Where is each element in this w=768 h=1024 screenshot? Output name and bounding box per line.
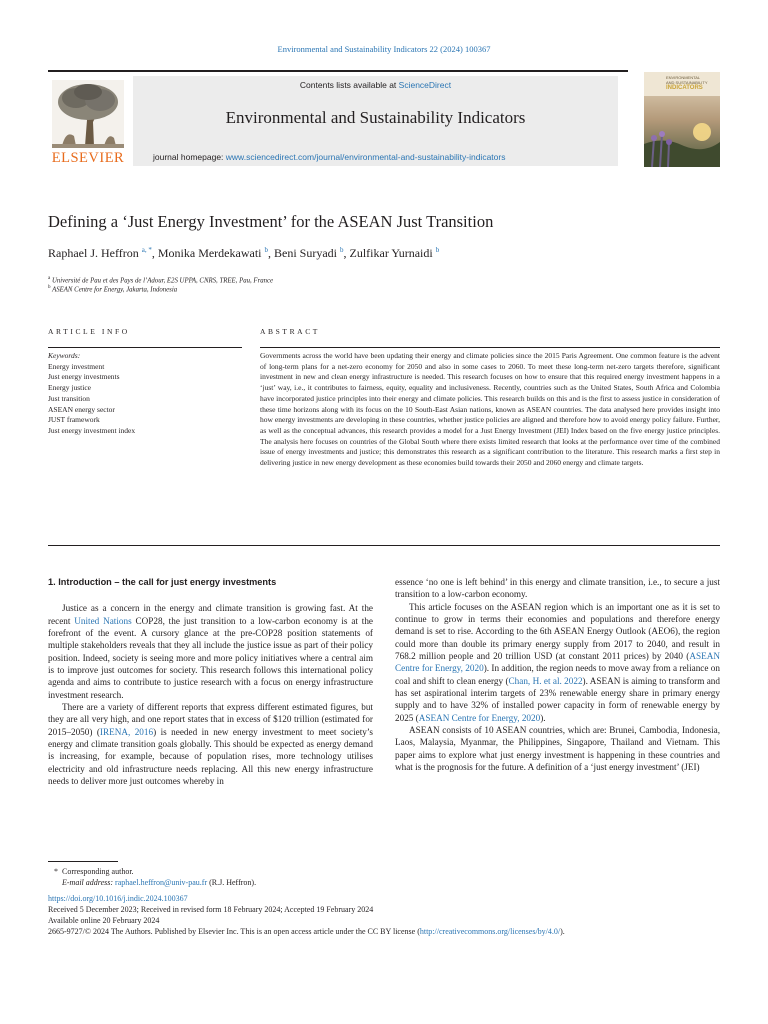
paragraph: Justice as a concern in the energy and climate transition is growing fast. At the recent United Nations COP28, the just transition to a low-carbon economy is at the forefront of the event. A cursory glance at the pre-COP28 position statements of multiple stakeholders reveals that they all include the justice issue as part of their policy position. Indeed, society is seeing more and more policy initiatives where a central aim is to improve just outcomes for society. This research follows this international policy agenda and aims to contribute to justice research with a focus on energy infrastructure investment research.	[48, 603, 373, 700]
abstract-heading: ABSTRACT	[260, 327, 320, 336]
author-affiliation-mark[interactable]: b	[435, 246, 440, 254]
body-column-left	[48, 576, 373, 788]
email-note: E-mail address: raphael.heffron@univ-pau.fr (R.J. Heffron).	[62, 878, 257, 888]
keyword: Just energy investment index	[48, 425, 136, 435]
keywords-label: Keywords:	[48, 351, 81, 360]
keyword: Energy justice	[48, 383, 91, 393]
reference-link[interactable]: IRENA, 2016	[99, 726, 154, 737]
author-name[interactable]: Raphael J. Heffron	[48, 246, 139, 260]
author-name[interactable]: Monika Merdekawati	[157, 246, 262, 260]
journal-citation[interactable]: Environmental and Sustainability Indicators 22 (2024) 100367	[277, 44, 491, 54]
homepage-line: journal homepage: www.sciencedirect.com/journal/environmental-and-sustainability-indicators	[153, 152, 506, 162]
keyword: Just energy investments	[48, 372, 120, 382]
paragraph: There are a variety of different reports that express different estimated figures, but they are all very high, and one report states that in excess of $120 trillion (estimated for 2015–2050) (IRENA, 2016) is needed in new energy investment to meet society’s energy and climate transition goals globally. This should be expected as energy demand is increasing, for example, because of population rises, more technology utilises electricity and old infrastructure needs replacing. All this new energy infrastructure needs to deliver more just outcomes whereby in	[48, 702, 373, 787]
keyword: Energy investment	[48, 361, 105, 371]
abstract-text: Governments across the world have been updating their energy and climate policies since the 2015 Paris Agreement. One common feature is the advent of long-term plans for a net-zero economy for 2050 and also in some cases to 2060. To meet these long-term net-zero targets therefore, significant investment in new and clean energy infrastructure is needed. This research focuses on how to ensure that this required energy investment happens in a ‘just’ way, i.e., it contributes to fairness, equity, equality and inclusiveness. Recently, countries such as the United States, South Africa and Colombia have incorporated justice principles into their energy and climate policies. This research builds on this and is the first to assess justice in consideration of these time horizons along with its focus on the 10 South-East Asian nations, known as ASEAN countries. The data analysed here provides insight into how energy investments are developing in these countries, whether justice policies are aligned and therefore how to avoid energy policy failure. Further, as well as the conceptual advances, this research provides a model for a Just Energy Investment (JEI) Index based on the five energy justice principles. The analysis here focuses on countries of the Global South where there exists limited research that looks at the performance over time of the combined issue of energy investments and justice; this demonstrates this research as a significant contribution to the literature. This research marks a first step in delivering justice in new energy development as these economies build towards their 2050 and 2060 energy and climate targets.	[260, 351, 720, 468]
reference-link[interactable]: ASEAN Centre for Energy, 2020	[418, 712, 541, 723]
author-affiliation-mark[interactable]: b	[340, 246, 344, 254]
footnotes	[48, 866, 728, 938]
author-name[interactable]: Beni Suryadi	[274, 246, 337, 260]
author-affiliation-mark[interactable]: b	[264, 246, 268, 254]
elsevier-wordmark: ELSEVIER	[51, 150, 125, 166]
author-name[interactable]: Zulfikar Yurnaidi	[349, 246, 433, 260]
cover-title: ENVIRONMENTAL AND SUSTAINABILITY INDICATORS	[666, 75, 708, 92]
divider	[48, 545, 720, 546]
article-title: Defining a ‘Just Energy Investment’ for the ASEAN Just Transition	[48, 212, 494, 231]
paragraph: ASEAN consists of 10 ASEAN countries, which are: Brunei, Cambodia, Indonesia, Laos, Malaysia, Myanmar, the Philippines, Singapore, Thailand and Vietnam. This paper aims to explore what just energy investment is happening in these countries and what is the prognosis for the future. A definition of a ‘just energy investment’ (JEI)	[395, 725, 720, 773]
elsevier-logo[interactable]	[48, 80, 128, 166]
license-link[interactable]: http://creativecommons.org/licenses/by/4.0/	[419, 927, 561, 937]
corresponding-author-note: * Corresponding author.	[54, 867, 134, 876]
journal-name: Environmental and Sustainability Indicators	[225, 108, 526, 127]
email-link[interactable]: raphael.heffron@univ-pau.fr	[115, 878, 208, 888]
sciencedirect-link[interactable]: ScienceDirect	[398, 80, 452, 90]
elsevier-tree-icon	[52, 80, 124, 148]
section-heading: 1. Introduction – the call for just energy investments	[48, 577, 277, 587]
journal-header-box	[133, 76, 618, 166]
reference-link[interactable]: ASEAN Centre for Energy, 2020	[395, 651, 720, 674]
body-column-right	[395, 576, 720, 774]
contents-line: Contents lists available at ScienceDirect	[299, 80, 452, 90]
online-date: Available online 20 February 2024	[48, 916, 160, 926]
license-note: 2665-9727/© 2024 The Authors. Published by Elsevier Inc. This is an open access article under the CC BY license (http://creativecommons.org/licenses/by/4.0/).	[48, 927, 565, 937]
article-info-heading: ARTICLE INFO	[48, 327, 130, 336]
reference-link[interactable]: Chan, H. et al. 2022	[508, 675, 583, 686]
received-dates: Received 5 December 2023; Received in revised form 18 February 2024; Accepted 19 February 2024	[48, 904, 374, 914]
keyword: JUST framework	[48, 415, 100, 425]
paragraph: essence ‘no one is left behind’ in this energy and climate transition, i.e., to secure a just transition to a low-carbon economy.	[395, 577, 720, 600]
keyword: Just transition	[48, 393, 90, 403]
affiliation: $^b$ ASEAN Centre for Energy, Jakarta, Indonesia	[48, 285, 178, 294]
doi-link[interactable]: https://doi.org/10.1016/j.indic.2024.100367	[48, 893, 188, 903]
affiliation: $^a$ Université de Pau et des Pays de l’Adour, E2S UPPA, CNRS, TREE, Pau, France	[48, 276, 274, 285]
footnote-divider	[48, 861, 118, 862]
keywords-list	[48, 351, 242, 437]
journal-homepage-link[interactable]: www.sciencedirect.com/journal/environmental-and-sustainability-indicators	[225, 152, 506, 162]
journal-cover-image[interactable]	[644, 72, 720, 167]
paragraph: This article focuses on the ASEAN region which is an important one as it is set to continue to grow in terms their economies and populations and therefore energy demand is set to rise. According to the 6th ASEAN Energy Outlook (AEO6), the region could more than double its primary energy supply from 2017 to 2040, and result in 768.2 million people and 20 trillion USD (at constant 2011 prices) by 2040 (ASEAN Centre for Energy, 2020). In addition, the region needs to move away from a reliance on coal and shift to clean energy (Chan, H. et al. 2022). ASEAN is aiming to transform and has set aspirational interim targets of 23% renewable energy share in primary energy supply and to have 32% of installed power capacity in form of renewable energy by 2025 (ASEAN Centre for Energy, 2020).	[395, 601, 720, 723]
divider	[48, 347, 242, 348]
reference-link[interactable]: United Nations	[74, 615, 132, 626]
author-affiliation-mark[interactable]: a, *	[141, 246, 152, 254]
author-list: Raphael J. Heffron $^{a, *}$, Monika Merdekawati $^b$, Beni Suryadi $^b$, Zulfikar Yurnaidi $^b$	[48, 246, 440, 260]
keyword: ASEAN energy sector	[48, 404, 115, 414]
divider	[260, 347, 720, 348]
